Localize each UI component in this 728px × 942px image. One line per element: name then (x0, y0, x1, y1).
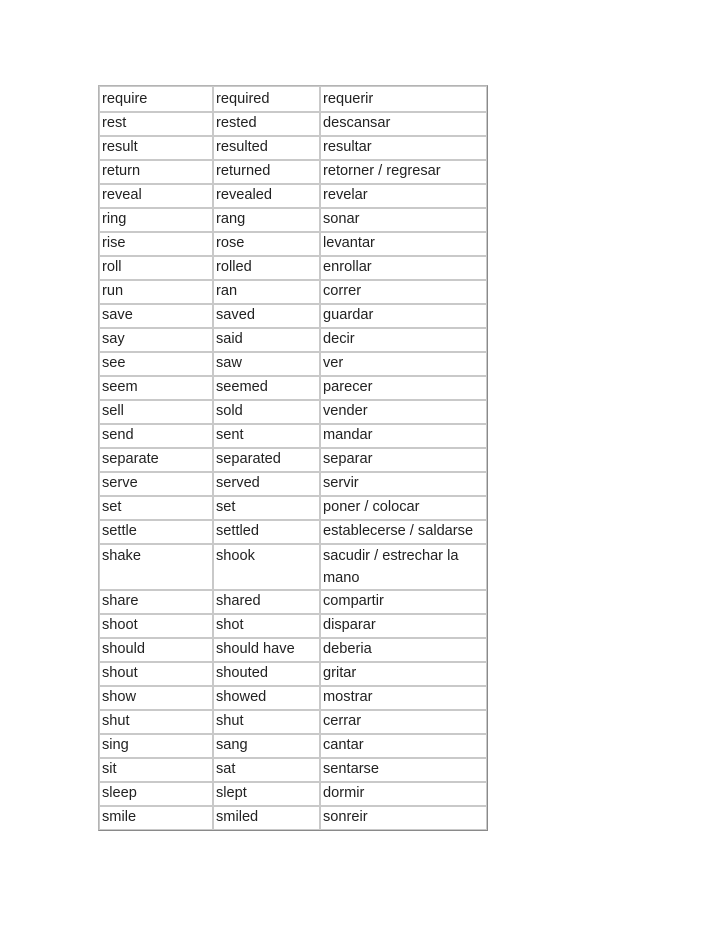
base-form-cell: seem (99, 376, 213, 400)
table-row (99, 734, 487, 758)
spanish-translation-cell: deberia (320, 638, 487, 662)
spanish-translation-cell: disparar (320, 614, 487, 638)
base-form-cell: send (99, 424, 213, 448)
base-form-cell: save (99, 304, 213, 328)
table-row (99, 520, 487, 544)
table-row (99, 400, 487, 424)
spanish-translation-cell: descansar (320, 112, 487, 136)
table-row (99, 448, 487, 472)
table-row (99, 544, 487, 590)
table-row (99, 112, 487, 136)
base-form-cell: show (99, 686, 213, 710)
spanish-translation-cell: requerir (320, 86, 487, 112)
base-form-cell: share (99, 590, 213, 614)
past-form-cell: settled (213, 520, 320, 544)
table-row (99, 160, 487, 184)
spanish-translation-cell: compartir (320, 590, 487, 614)
table-row (99, 328, 487, 352)
verb-table-body (99, 86, 487, 830)
base-form-cell: sing (99, 734, 213, 758)
past-form-cell: said (213, 328, 320, 352)
table-row (99, 232, 487, 256)
past-form-cell: returned (213, 160, 320, 184)
past-form-cell: ran (213, 280, 320, 304)
spanish-translation-cell: correr (320, 280, 487, 304)
spanish-translation-cell: resultar (320, 136, 487, 160)
base-form-cell: sit (99, 758, 213, 782)
spanish-translation-cell: retorner / regresar (320, 160, 487, 184)
past-form-cell: resulted (213, 136, 320, 160)
past-form-cell: sang (213, 734, 320, 758)
base-form-cell: sell (99, 400, 213, 424)
table-row (99, 208, 487, 232)
table-row (99, 710, 487, 734)
table-row (99, 280, 487, 304)
spanish-translation-cell: vender (320, 400, 487, 424)
base-form-cell: run (99, 280, 213, 304)
past-form-cell: shook (213, 544, 320, 590)
table-row (99, 686, 487, 710)
past-form-cell: served (213, 472, 320, 496)
spanish-translation-cell: enrollar (320, 256, 487, 280)
base-form-cell: sleep (99, 782, 213, 806)
past-form-cell: showed (213, 686, 320, 710)
table-row (99, 86, 487, 112)
spanish-translation-cell: decir (320, 328, 487, 352)
past-form-cell: smiled (213, 806, 320, 830)
spanish-translation-cell: mostrar (320, 686, 487, 710)
past-form-cell: separated (213, 448, 320, 472)
past-form-cell: sent (213, 424, 320, 448)
table-row (99, 304, 487, 328)
base-form-cell: should (99, 638, 213, 662)
table-row (99, 662, 487, 686)
base-form-cell: settle (99, 520, 213, 544)
spanish-translation-cell: mandar (320, 424, 487, 448)
table-row (99, 806, 487, 830)
past-form-cell: shouted (213, 662, 320, 686)
spanish-translation-cell: sacudir / estrechar la mano (320, 544, 487, 590)
spanish-translation-cell: sonar (320, 208, 487, 232)
spanish-translation-cell: revelar (320, 184, 487, 208)
past-form-cell: required (213, 86, 320, 112)
table-row (99, 424, 487, 448)
table-row (99, 782, 487, 806)
table-row (99, 184, 487, 208)
base-form-cell: shout (99, 662, 213, 686)
base-form-cell: require (99, 86, 213, 112)
spanish-translation-cell: cerrar (320, 710, 487, 734)
base-form-cell: reveal (99, 184, 213, 208)
past-form-cell: rang (213, 208, 320, 232)
past-form-cell: rose (213, 232, 320, 256)
past-form-cell: saw (213, 352, 320, 376)
past-form-cell: shot (213, 614, 320, 638)
past-form-cell: revealed (213, 184, 320, 208)
verb-table (98, 85, 488, 831)
spanish-translation-cell: cantar (320, 734, 487, 758)
table-row (99, 352, 487, 376)
base-form-cell: shake (99, 544, 213, 590)
past-form-cell: rolled (213, 256, 320, 280)
table-row (99, 376, 487, 400)
spanish-translation-cell: sentarse (320, 758, 487, 782)
base-form-cell: result (99, 136, 213, 160)
table-row (99, 472, 487, 496)
base-form-cell: roll (99, 256, 213, 280)
spanish-translation-cell: parecer (320, 376, 487, 400)
past-form-cell: shared (213, 590, 320, 614)
past-form-cell: should have (213, 638, 320, 662)
table-row (99, 758, 487, 782)
base-form-cell: rest (99, 112, 213, 136)
past-form-cell: seemed (213, 376, 320, 400)
base-form-cell: shut (99, 710, 213, 734)
base-form-cell: serve (99, 472, 213, 496)
table-row (99, 496, 487, 520)
past-form-cell: set (213, 496, 320, 520)
table-row (99, 638, 487, 662)
table-row (99, 614, 487, 638)
spanish-translation-cell: sonreir (320, 806, 487, 830)
past-form-cell: sat (213, 758, 320, 782)
past-form-cell: saved (213, 304, 320, 328)
past-form-cell: shut (213, 710, 320, 734)
base-form-cell: see (99, 352, 213, 376)
spanish-translation-cell: poner / colocar (320, 496, 487, 520)
base-form-cell: separate (99, 448, 213, 472)
past-form-cell: sold (213, 400, 320, 424)
past-form-cell: slept (213, 782, 320, 806)
spanish-translation-cell: servir (320, 472, 487, 496)
base-form-cell: rise (99, 232, 213, 256)
spanish-translation-cell: establecerse / saldarse (320, 520, 487, 544)
table-row (99, 590, 487, 614)
spanish-translation-cell: ver (320, 352, 487, 376)
table-row (99, 256, 487, 280)
base-form-cell: say (99, 328, 213, 352)
base-form-cell: shoot (99, 614, 213, 638)
base-form-cell: return (99, 160, 213, 184)
spanish-translation-cell: levantar (320, 232, 487, 256)
base-form-cell: ring (99, 208, 213, 232)
base-form-cell: smile (99, 806, 213, 830)
spanish-translation-cell: dormir (320, 782, 487, 806)
spanish-translation-cell: separar (320, 448, 487, 472)
table-row (99, 136, 487, 160)
base-form-cell: set (99, 496, 213, 520)
spanish-translation-cell: gritar (320, 662, 487, 686)
past-form-cell: rested (213, 112, 320, 136)
spanish-translation-cell: guardar (320, 304, 487, 328)
